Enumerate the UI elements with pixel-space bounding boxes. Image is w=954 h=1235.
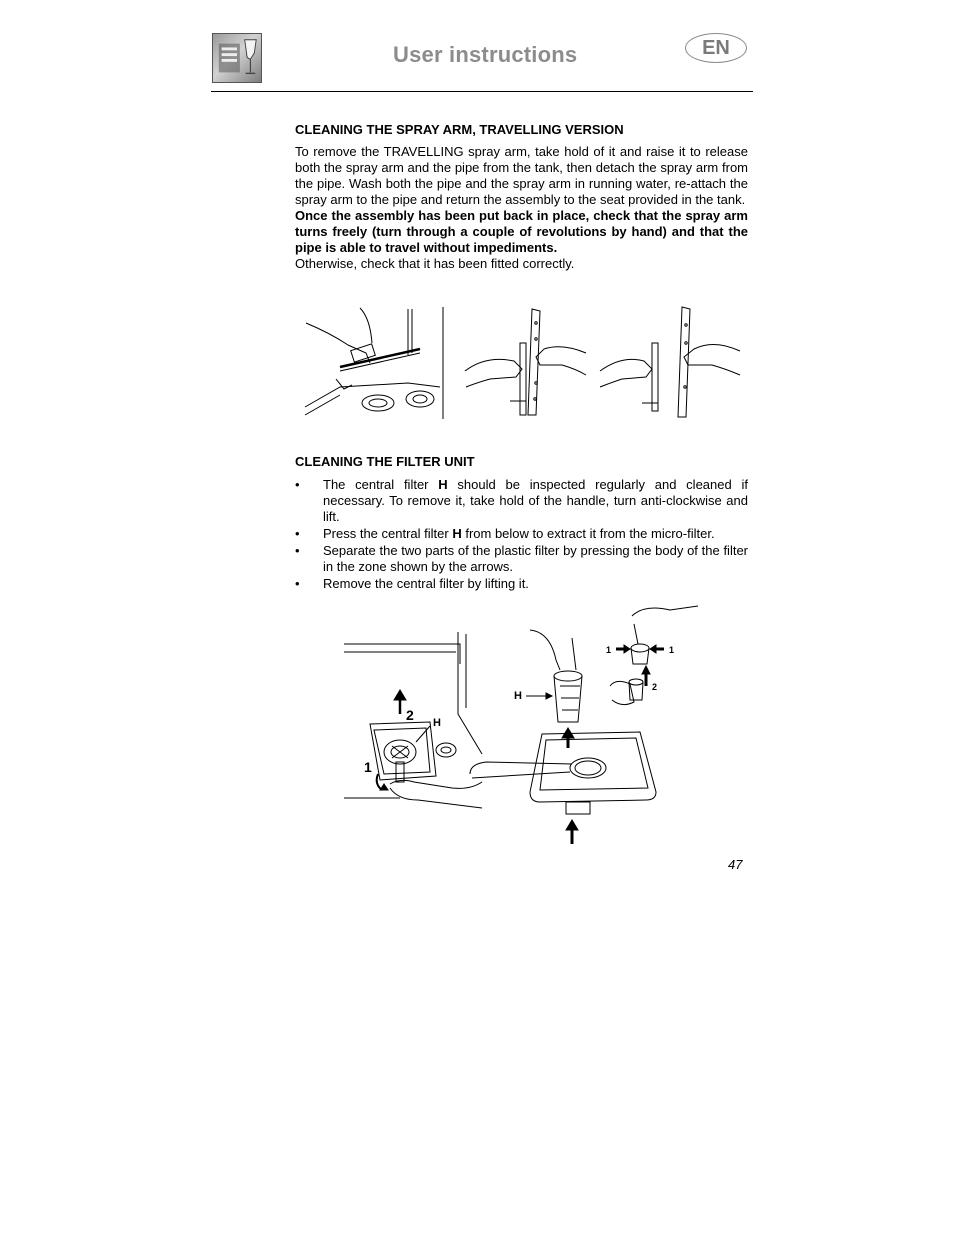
detach-spray-arm-drawing [465, 309, 586, 415]
bullet-icon: • [295, 477, 300, 492]
svg-text:2: 2 [652, 682, 658, 692]
spray-arm-note: Otherwise, check that it has been fitted correctly. [295, 256, 575, 271]
svg-text:H: H [433, 717, 441, 729]
remove-filter-drawing [344, 632, 482, 808]
svg-text:1: 1 [364, 759, 372, 775]
section-spray-arm-body [295, 144, 748, 272]
bullet-icon: • [295, 526, 300, 541]
list-item: • Remove the central filter by lifting it. [295, 576, 529, 591]
filter-unit-illustration [340, 604, 705, 846]
section-spray-arm [295, 122, 748, 138]
language-badge: EN [685, 33, 747, 63]
spray-arm-warning: Once the assembly has been put back in place, check that the spray arm turns freely (turn through a couple of revolutions by hand) and that the pipe is able to travel without impediments. [295, 208, 748, 255]
extract-filter-drawing [470, 630, 656, 844]
svg-text:1: 1 [669, 645, 675, 655]
filter-steps-list [295, 477, 748, 592]
filter-instructions [295, 477, 748, 593]
bullet-icon: • [295, 543, 300, 558]
bullet-icon: • [295, 576, 300, 591]
tank-with-spray-arm-drawing [305, 307, 443, 419]
dishwasher-glass-icon [212, 33, 262, 83]
svg-text:2: 2 [406, 707, 414, 723]
svg-text:H: H [514, 690, 522, 702]
section-title-spray-arm: CLEANING THE SPRAY ARM, TRAVELLING VERSION [295, 122, 624, 137]
separate-filter-parts-drawing [606, 606, 698, 705]
page-title: User instructions [393, 42, 578, 67]
svg-text:1: 1 [606, 645, 612, 655]
list-item: • Separate the two parts of the plastic filter by pressing the body of the filter in the zone shown by the arrows. [295, 543, 748, 574]
spray-arm-illustration [300, 303, 745, 423]
list-item: • The central filter H should be inspected regularly and cleaned if necessary. To remove it, take hold of the handle, turn anti-clockwise and lift. [295, 477, 748, 524]
page-number: 47 [728, 857, 743, 872]
section-title-filter-unit: CLEANING THE FILTER UNIT [295, 454, 475, 469]
list-item: • Press the central filter H from below to extract it from the micro-filter. [295, 526, 715, 541]
reattach-spray-arm-drawing [600, 307, 740, 417]
spray-arm-instructions: To remove the TRAVELLING spray arm, take hold of it and raise it to release both the spray arm and the pipe from the tank, then detach the spray arm from the pipe. Wash both the pipe and the spray arm in running water, re-attach the spray arm to the pipe and return the assembly to the seat provided in the tank. [295, 144, 748, 207]
header-divider [211, 91, 753, 92]
section-filter-unit [295, 454, 748, 470]
